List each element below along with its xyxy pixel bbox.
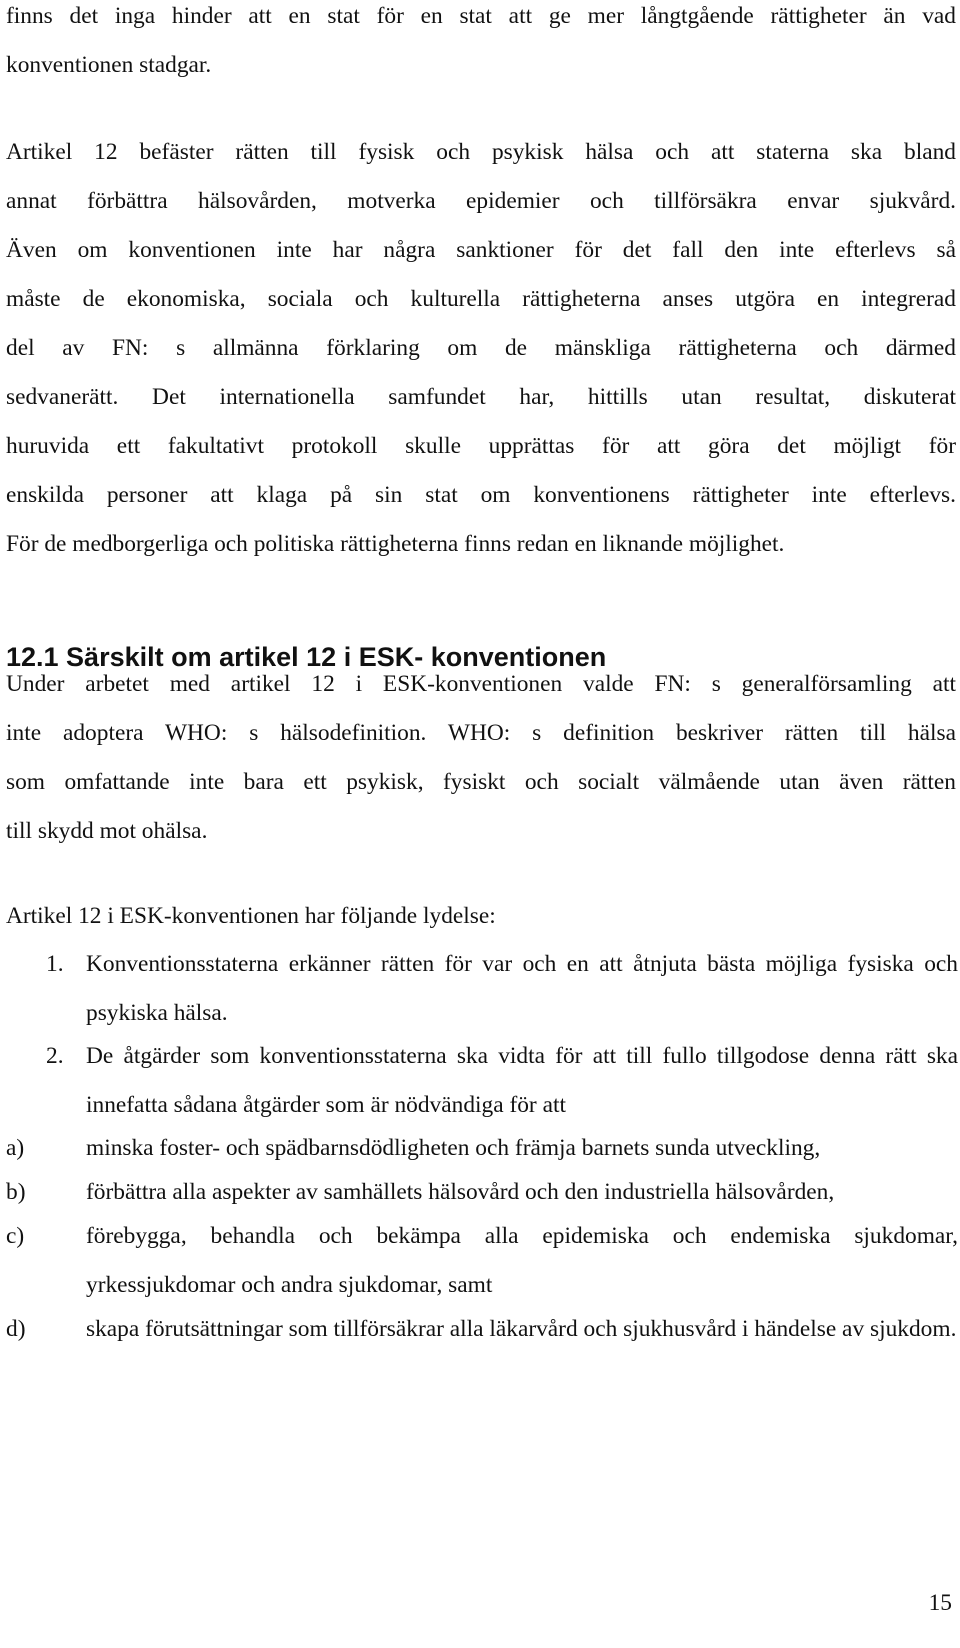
text-line: sedvanerätt. Det internationella samfundet har, hittills utan resultat, diskuterat	[6, 384, 956, 410]
text-line: annat förbättra hälsovården, motverka epidemier och tillförsäkra envar sjukvård.	[6, 188, 956, 214]
list-marker: 2.	[46, 1043, 64, 1069]
paragraph-section-intro	[6, 660, 956, 856]
paragraph-intro-continuation	[6, 0, 956, 90]
page-number: 15	[928, 1590, 952, 1616]
section-heading: 12.1 Särskilt om artikel 12 i ESK- konventionen	[6, 642, 607, 672]
text-line: som omfattande inte bara ett psykisk, fysiskt och socialt välmående utan även rätten	[6, 769, 956, 795]
list-marker: a)	[6, 1135, 25, 1161]
text-line: För de medborgerliga och politiska rättigheterna finns redan en liknande möjlighet.	[6, 531, 785, 557]
text-line: till skydd mot ohälsa.	[6, 818, 208, 844]
list-item-text: Konventionsstaterna erkänner rätten för var och en att åtnjuta bästa möjliga fysiska och psykiska hälsa.	[86, 951, 958, 1026]
text-line: finns det inga hinder att en stat för en stat att ge mer långtgående rättigheter än vad	[6, 3, 956, 29]
list-item-text: De åtgärder som konventionsstaterna ska vidta för att till fullo tillgodose denna rätt ska innefatta sådana åtgärder som är nödvändiga för att	[86, 1043, 958, 1118]
text-line: Under arbetet med artikel 12 i ESK-konventionen valde FN: s generalförsamling att	[6, 671, 956, 697]
lettered-list	[0, 1124, 960, 1354]
list-item-text: skapa förutsättningar som tillförsäkrar alla läkarvård och sjukhusvård i händelse av sjukdom.	[86, 1316, 957, 1342]
list-marker: b)	[6, 1179, 26, 1205]
list-item	[0, 1168, 960, 1217]
text-line: huruvida ett fakultativt protokoll skulle upprättas för att göra det möjligt för	[6, 433, 956, 459]
list-item	[0, 1305, 960, 1354]
text-line: enskilda personer att klaga på sin stat om konventionens rättigheter inte efterlevs.	[6, 482, 956, 508]
text-line: konventionen stadgar.	[6, 52, 212, 78]
list-item-text: förebygga, behandla och bekämpa alla epidemiska och endemiska sjukdomar, yrkessjukdomar och andra sjukdomar, samt	[86, 1223, 958, 1298]
list-item	[0, 1212, 960, 1310]
text-line: måste de ekonomiska, sociala och kulturella rättigheterna anses utgöra en integrerad	[6, 286, 956, 312]
list-item	[0, 1032, 960, 1130]
list-item	[0, 940, 960, 1038]
text-line: Artikel 12 befäster rätten till fysisk och psykisk hälsa och att staterna ska bland	[6, 139, 956, 165]
list-item	[0, 1124, 960, 1173]
paragraph-article-12	[6, 128, 956, 569]
list-marker: d)	[6, 1316, 26, 1342]
list-item-text: minska foster- och spädbarnsdödligheten och främja barnets sunda utveckling,	[86, 1135, 821, 1161]
text-line: Även om konventionen inte har några sanktioner för det fall den inte efterlevs så	[6, 237, 956, 263]
list-marker: 1.	[46, 951, 64, 977]
text-line: Artikel 12 i ESK-konventionen har följande lydelse:	[6, 903, 496, 929]
list-marker: c)	[6, 1223, 25, 1249]
text-line: inte adoptera WHO: s hälsodefinition. WHO: s definition beskriver rätten till hälsa	[6, 720, 956, 746]
numbered-list	[0, 940, 960, 1130]
paragraph-article-intro	[6, 892, 956, 941]
list-item-text: förbättra alla aspekter av samhällets hälsovård och den industriella hälsovården,	[86, 1179, 835, 1205]
text-line: del av FN: s allmänna förklaring om de mänskliga rättigheterna och därmed	[6, 335, 956, 361]
